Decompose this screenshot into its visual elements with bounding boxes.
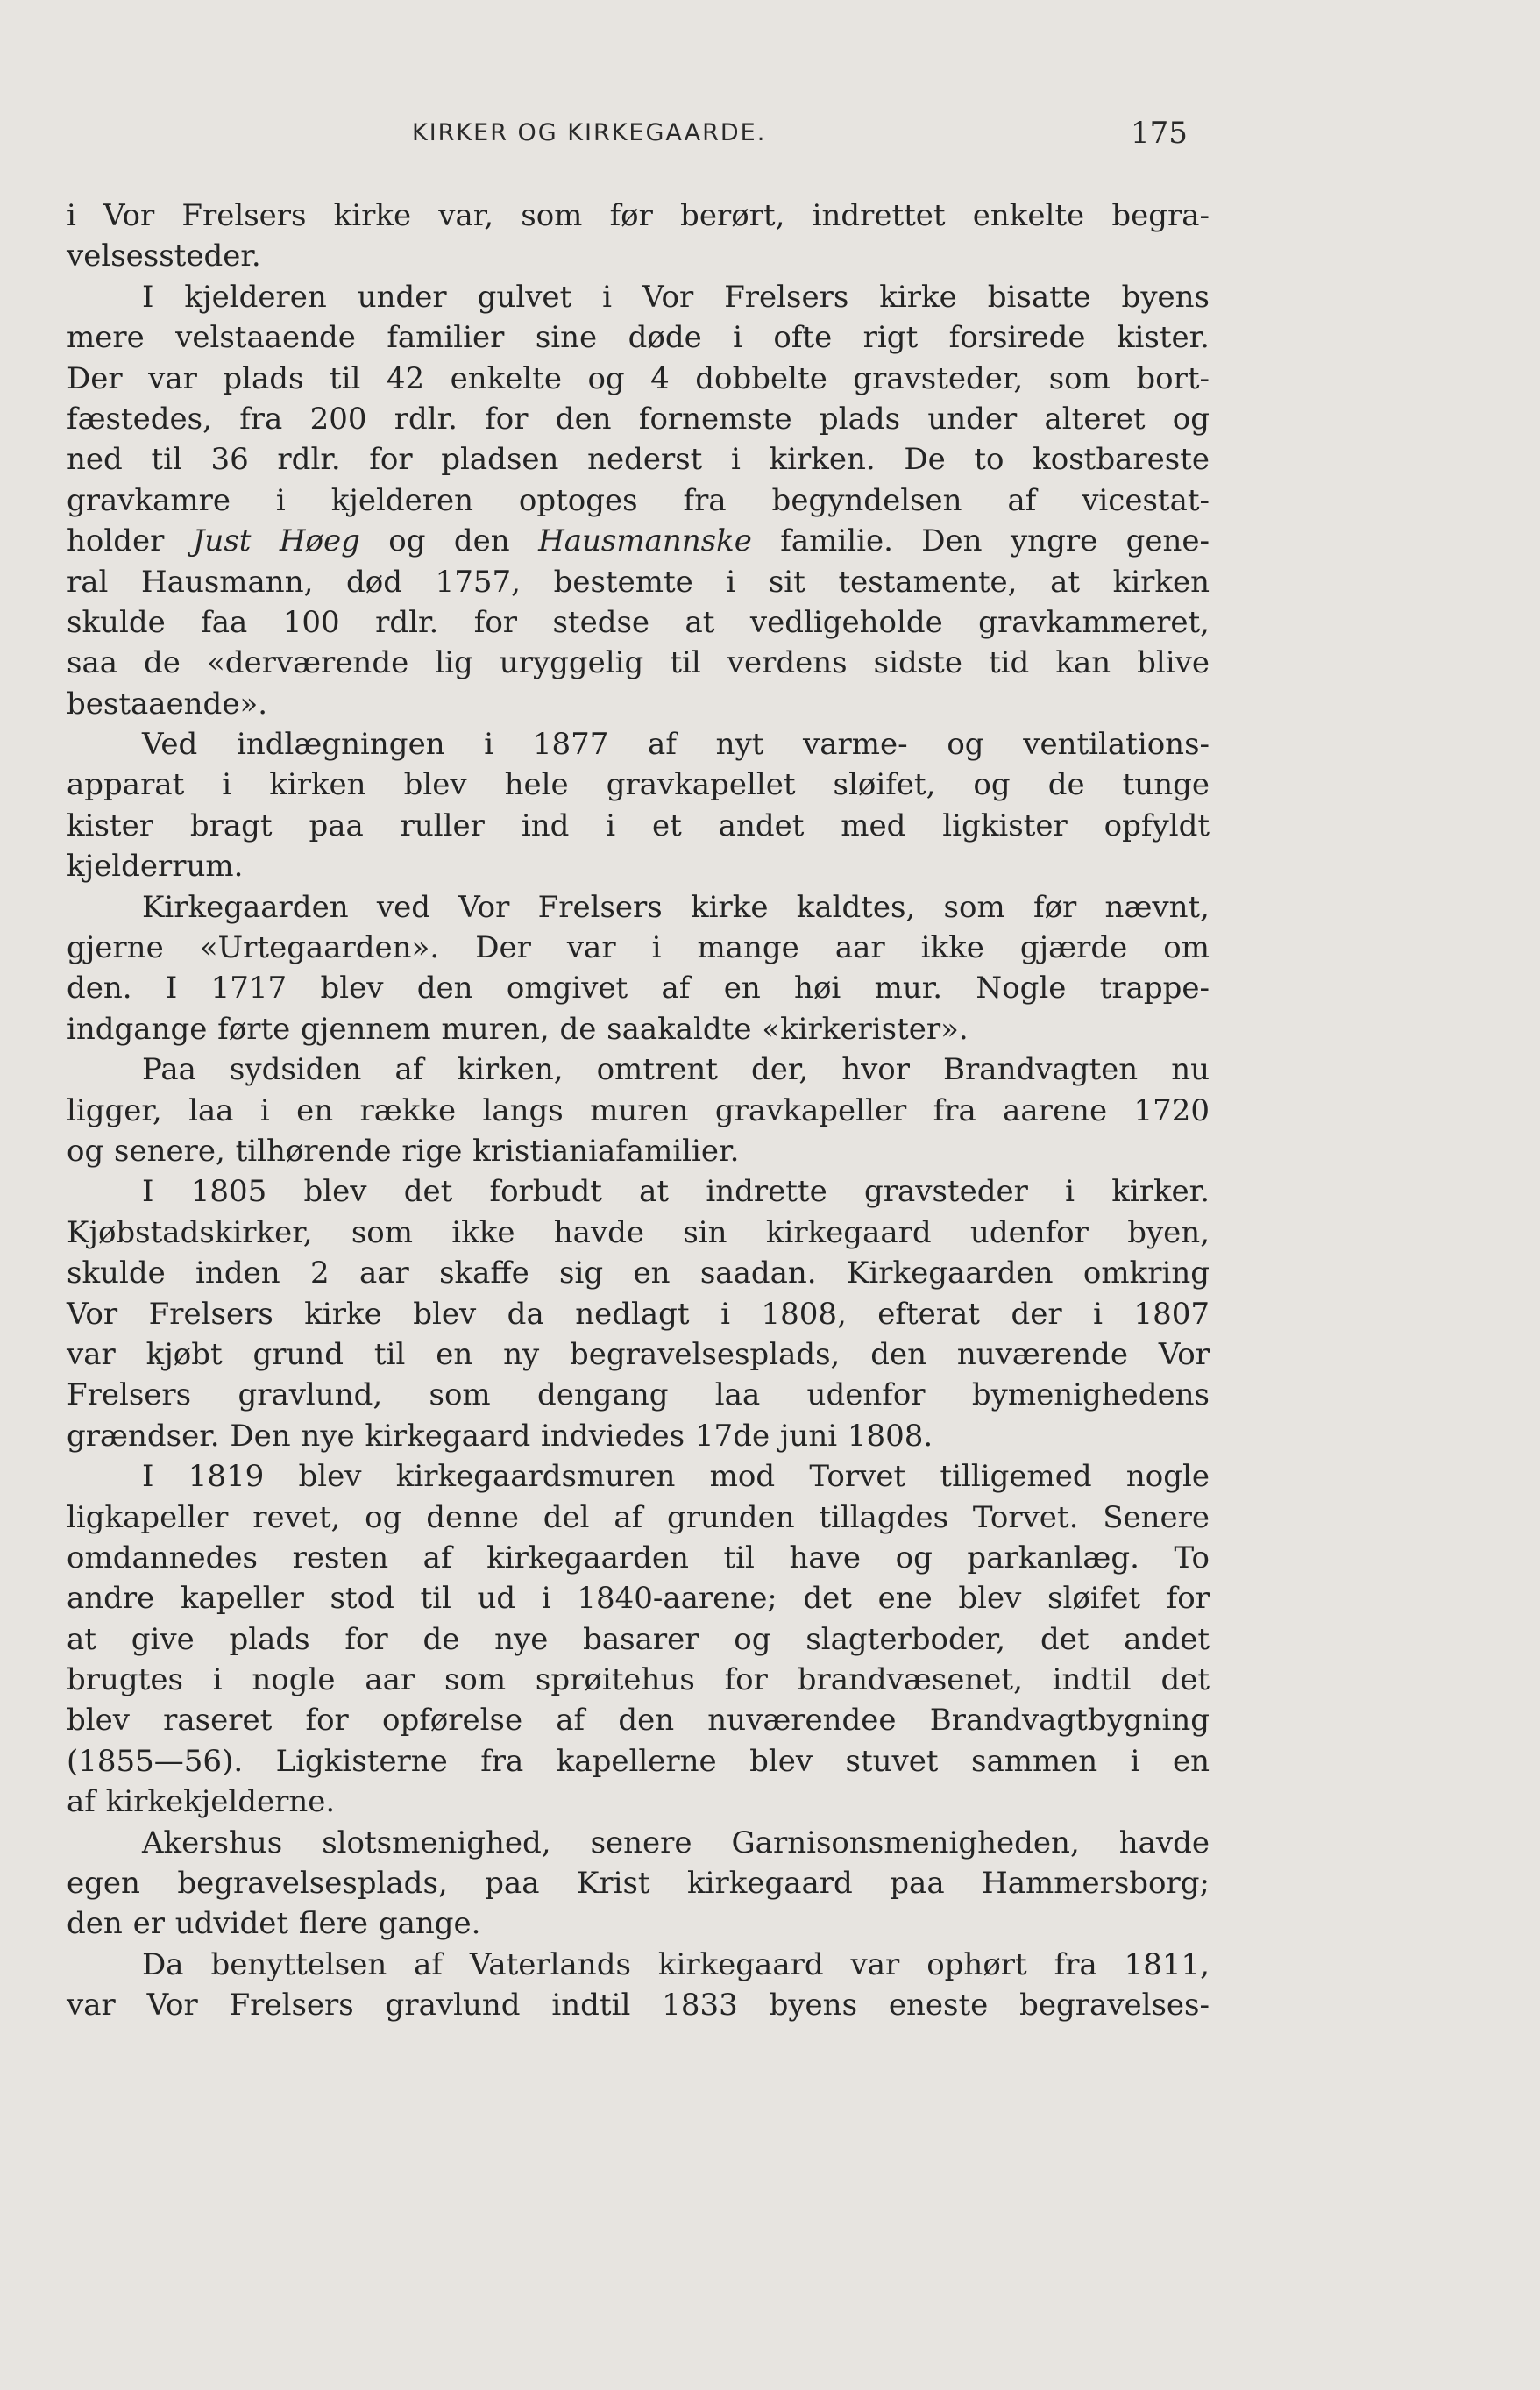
text-line: [67, 196, 1210, 236]
text-run: saa de «derværende lig uryggelig til verdens sidste tid kan blive: [67, 645, 1210, 681]
text-line: [67, 1456, 1210, 1497]
text-run: ned til 36 rdlr. for pladsen nederst i kirken. De to kostbareste: [67, 442, 1210, 478]
text-run: at give plads for de nye basarer og slagterboder, det andet: [67, 1621, 1210, 1657]
text-run: Da benyttelsen af Vaterlands kirkegaard var ophørt fra 1811,: [142, 1946, 1210, 1982]
text-run: gravkamre i kjelderen optoges fra begyndelsen af vicestat-: [67, 482, 1210, 518]
text-line: [67, 1903, 1210, 1944]
text-line: [67, 1416, 1210, 1456]
text-run: holder: [67, 523, 193, 559]
body-text: [67, 196, 1210, 2026]
text-run: og senere, tilhørende rige kristianiafamilier.: [67, 1133, 740, 1169]
text-run: familie. Den yngre gene-: [751, 523, 1210, 559]
text-line: [67, 1619, 1210, 1660]
text-line: [67, 1294, 1210, 1334]
text-line: [67, 724, 1210, 765]
text-run: var Vor Frelsers gravlund indtil 1833 byens eneste begravelses-: [67, 1988, 1210, 2024]
italic-name: Hausmannske: [538, 523, 752, 559]
text-run: I kjelderen under gulvet i Vor Frelsers kirke bisatte byens: [142, 279, 1210, 315]
text-line: [67, 1253, 1210, 1293]
text-run: Akershus slotsmenighed, senere Garnisonsmenigheden, havde: [142, 1825, 1210, 1860]
text-line: [67, 1334, 1210, 1375]
text-run: skulde inden 2 aar skaffe sig en saadan. Kirkegaarden omkring: [67, 1255, 1210, 1291]
text-run: apparat i kirken blev hele gravkapellet sløifet, og de tunge: [67, 767, 1210, 803]
text-line: [67, 765, 1210, 805]
text-run: fæstedes, fra 200 rdlr. for den fornemste plads under alteret og: [67, 401, 1210, 437]
text-line: [67, 1578, 1210, 1618]
text-run: andre kapeller stod til ud i 1840-aarene; det ene blev sløifet for: [67, 1581, 1210, 1617]
text-run: kister bragt paa ruller ind i et andet med ligkister opfyldt: [67, 807, 1210, 843]
text-line: [67, 684, 1210, 724]
text-line: [67, 1700, 1210, 1740]
text-line: [67, 1985, 1210, 2025]
text-line: [67, 1213, 1210, 1253]
page-number: 175: [1131, 116, 1188, 151]
text-line: [67, 1538, 1210, 1578]
text-line: [67, 1782, 1210, 1822]
text-run: Kjøbstadskirker, som ikke havde sin kirkegaard udenfor byen,: [67, 1214, 1210, 1250]
text-run: grændser. Den nye kirkegaard indviedes 17de juni 1808.: [67, 1418, 933, 1454]
text-run: kjelderrum.: [67, 849, 244, 885]
text-run: Ved indlægningen i 1877 af nyt varme- og ventilations-: [142, 727, 1210, 763]
text-line: [67, 887, 1210, 928]
text-run: omdannedes resten af kirkegaarden til have og parkanlæg. To: [67, 1540, 1210, 1576]
text-run: ligger, laa i en række langs muren gravkapeller fra aarene 1720: [67, 1092, 1210, 1128]
text-run: blev raseret for opførelse af den nuværendee Brandvagtbygning: [67, 1703, 1210, 1739]
text-line: [67, 1049, 1210, 1090]
text-line: [67, 806, 1210, 846]
text-line: [67, 1741, 1210, 1782]
text-line: [67, 1823, 1210, 1863]
text-run: bestaaende».: [67, 686, 268, 722]
text-run: indgange førte gjennem muren, de saakaldte «kirkerister».: [67, 1011, 969, 1047]
text-line: [67, 439, 1210, 480]
text-run: Paa sydsiden af kirken, omtrent der, hvor Brandvagten nu: [142, 1052, 1210, 1088]
text-line: [67, 846, 1210, 886]
running-title: KIRKER OG KIRKEGAARDE.: [412, 119, 767, 146]
text-run: i Vor Frelsers kirke var, som før berørt, indrettet enkelte begra-: [67, 198, 1210, 233]
text-line: [67, 1009, 1210, 1049]
text-run: den. I 1717 blev den omgivet af en høi mur. Nogle trappe-: [67, 971, 1210, 1007]
text-run: gjerne «Urtegaarden». Der var i mange aar ikke gjærde om: [67, 930, 1210, 966]
text-run: egen begravelsesplads, paa Krist kirkegaard paa Hammersborg;: [67, 1866, 1210, 1902]
text-line: [67, 521, 1210, 561]
text-line: [67, 317, 1210, 358]
page-header: [0, 112, 1540, 156]
text-run: den er udvidet flere gange.: [67, 1906, 481, 1942]
text-run: velsessteder.: [67, 238, 261, 274]
text-line: [67, 236, 1210, 276]
text-run: Vor Frelsers kirke blev da nedlagt i 1808, efterat der i 1807: [67, 1296, 1210, 1332]
text-line: [67, 1660, 1210, 1700]
text-run: af kirkekjelderne.: [67, 1784, 336, 1820]
text-run: Frelsers gravlund, som dengang laa udenfor bymenighedens: [67, 1377, 1210, 1413]
text-run: I 1805 blev det forbudt at indrette gravsteder i kirker.: [142, 1174, 1210, 1210]
text-line: [67, 480, 1210, 521]
text-run: (1855—56). Ligkisterne fra kapellerne blev stuvet sammen i en: [67, 1743, 1210, 1779]
text-run: ral Hausmann, død 1757, bestemte i sit testamente, at kirken: [67, 564, 1210, 600]
text-line: [67, 359, 1210, 399]
italic-name: Just Høeg: [192, 523, 360, 559]
text-line: [67, 562, 1210, 602]
text-line: [67, 1497, 1210, 1538]
text-line: [67, 1375, 1210, 1415]
text-line: [67, 602, 1210, 643]
text-run: brugtes i nogle aar som sprøitehus for brandvæsenet, indtil det: [67, 1662, 1210, 1698]
text-run: mere velstaaende familier sine døde i ofte rigt forsirede kister.: [67, 320, 1210, 356]
text-run: og den: [359, 523, 539, 559]
text-line: [67, 1171, 1210, 1212]
text-line: [67, 1863, 1210, 1903]
text-line: [67, 968, 1210, 1008]
text-run: ligkapeller revet, og denne del af grunden tillagdes Torvet. Senere: [67, 1499, 1210, 1535]
text-run: I 1819 blev kirkegaardsmuren mod Torvet tilligemed nogle: [142, 1459, 1210, 1495]
text-run: skulde faa 100 rdlr. for stedse at vedligeholde gravkammeret,: [67, 604, 1210, 640]
text-line: [67, 399, 1210, 439]
text-line: [67, 277, 1210, 317]
text-run: Kirkegaarden ved Vor Frelsers kirke kaldtes, som før nævnt,: [142, 889, 1210, 925]
text-line: [67, 1945, 1210, 1985]
text-line: [67, 643, 1210, 683]
text-line: [67, 1131, 1210, 1171]
text-line: [67, 1091, 1210, 1131]
text-run: Der var plads til 42 enkelte og 4 dobbelte gravsteder, som bort-: [67, 360, 1210, 396]
text-line: [67, 928, 1210, 968]
text-run: var kjøbt grund til en ny begravelsesplads, den nuværende Vor: [67, 1336, 1210, 1372]
